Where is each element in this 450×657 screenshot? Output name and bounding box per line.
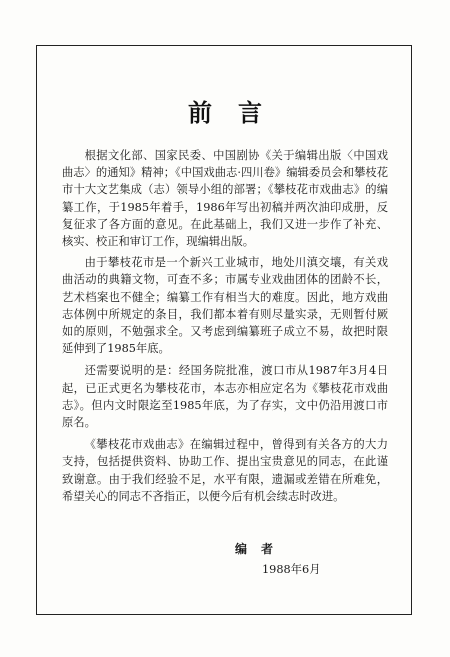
paragraph-2: 由于攀枝花市是一个新兴工业城市，地处川滇交壤，有关戏曲活动的典籍文物，可查不多；市属专业戏曲团体的团龄不长，艺术档案也不健全；编纂工作有相当大的难度。因此，地方戏曲志体例中所规定的条目，我们都本着有则尽量实录，无则暂付厥如的原则，不勉强求全。又考虑到编纂班子成立不易，故把时限延伸到了1985年底。 <box>62 256 388 356</box>
paragraph-1: 根据文化部、国家民委、中国剧协《关于编辑出版〈中国戏曲志〉的通知》精神；《中国戏曲志·四川卷》编辑委员会和攀枝花市十大文艺集成（志）领导小组的部署；《攀枝花市戏曲志》的编纂工作，于1985年着手，1986年写出初稿并两次油印成册，反复征求了各方面的意见。在此基础上，我们又进一步作了补充、核实、校正和审订工作，现编辑出版。 <box>62 149 388 249</box>
paragraph-3: 还需要说明的是：经国务院批准，渡口市从1987年3月4日起，已正式更名为攀枝花市，本志亦相应定名为《攀枝花市戏曲志》。但内文时限迄至1985年底，为了存实，文中仍沿用渡口市原名。 <box>62 364 388 430</box>
preface-body <box>62 147 388 508</box>
publication-date: 1988年6月 <box>262 563 321 576</box>
page-title: 前言 <box>188 99 288 127</box>
paragraph-4: 《攀枝花市戏曲志》在编辑过程中，曾得到有关各方的大力支持，包括提供资料、协助工作、提出宝贵意见的同志，在此谨致谢意。由于我们经验不足，水平有限，遗漏或差错在所难免，希望关心的同志不吝指正，以便今后有机会续志时改进。 <box>62 438 388 503</box>
editor-signoff: 编者 <box>235 542 288 556</box>
